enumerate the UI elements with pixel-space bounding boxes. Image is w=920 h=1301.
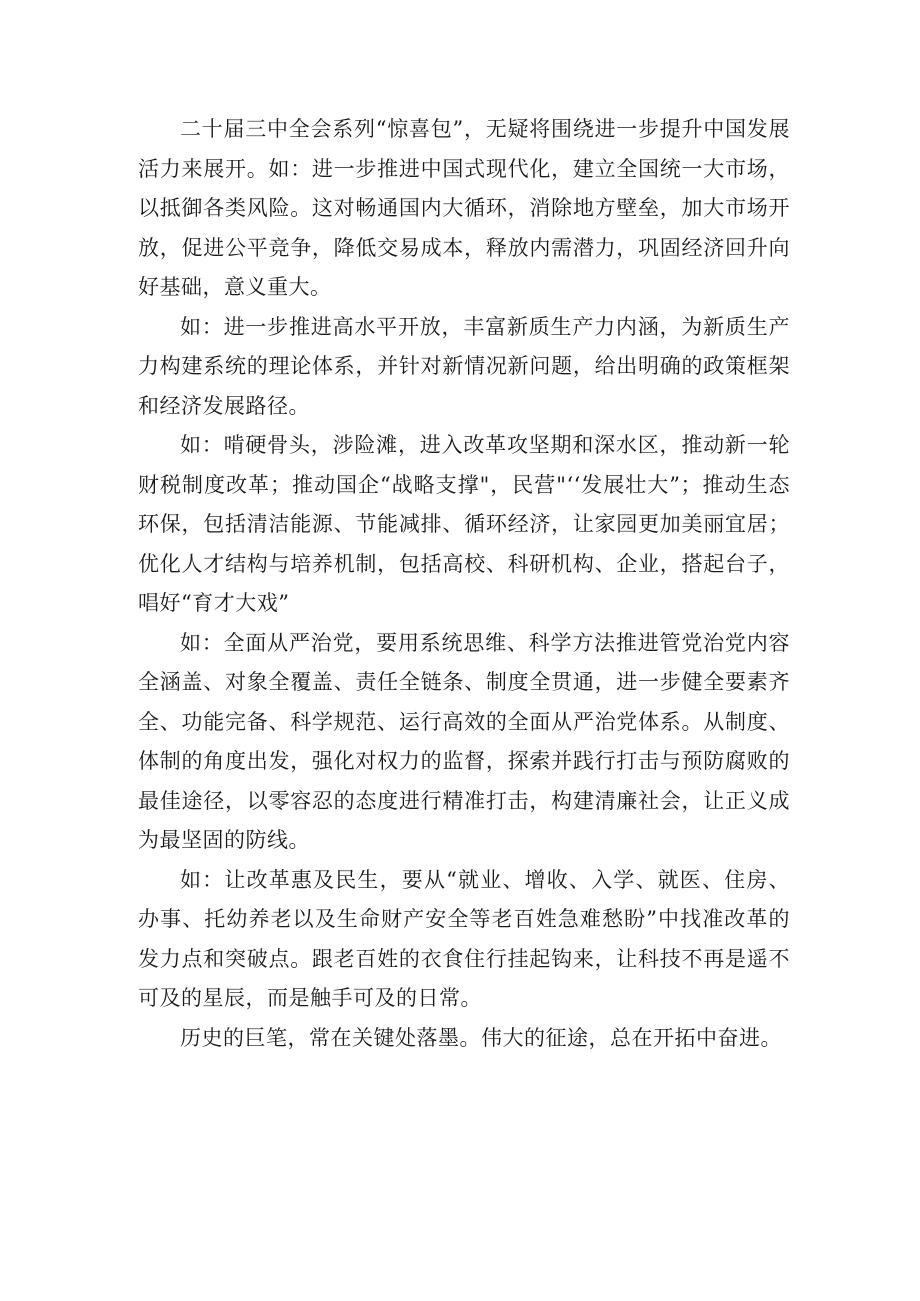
- document-body: [138, 110, 790, 1058]
- paragraph-5: 如：让改革惠及民生，要从“就业、增收、入学、就医、住房、办事、托幼养老以及生命财产安全等老百姓急难愁盼”中找准改革的发力点和突破点。跟老百姓的衣食住行挂起钩来，让科技不再是遥不可及的星辰，而是触手可及的日常。: [138, 867, 790, 1010]
- paragraph-4: 如：全面从严治党，要用系统思维、科学方法推进管党治党内容全涵盖、对象全覆盖、责任全链条、制度全贯通，进一步健全要素齐全、功能完备、科学规范、运行高效的全面从严治党体系。从制度、体制的角度出发，强化对权力的监督，探索并践行打击与预防腐败的最佳途径，以零容忍的态度进行精准打击，构建清廉社会，让正义成为最坚固的防线。: [138, 630, 790, 852]
- paragraph-2: 如：进一步推进高水平开放，丰富新质生产力内涵，为新质生产力构建系统的理论体系，并针对新情况新问题，给出明确的政策框架和经济发展路径。: [138, 314, 790, 418]
- paragraph-3: 如：啃硬骨头，涉险滩，进入改革攻坚期和深水区，推动新一轮财税制度改革；推动国企“战略支撑"，民营"‘‘发展壮大”；推动生态环保，包括清洁能源、节能减排、循环经济，让家园更加美丽宜居；优化人才结构与培养机制，包括高校、科研机构、企业，搭起台子，唱好“育才大戏”: [138, 433, 790, 615]
- paragraph-6: 历史的巨笔，常在关键处落墨。伟大的征途，总在开拓中奋进。: [180, 1025, 782, 1050]
- paragraph-1: 二十届三中全会系列“惊喜包”，无疑将围绕进一步提升中国发展活力来展开。如：进一步推进中国式现代化，建立全国统一大市场，以抵御各类风险。这对畅通国内大循环，消除地方壁垒，加大市场开放，促进公平竞争，降低交易成本，释放内需潜力，巩固经济回升向好基础，意义重大。: [138, 117, 790, 299]
